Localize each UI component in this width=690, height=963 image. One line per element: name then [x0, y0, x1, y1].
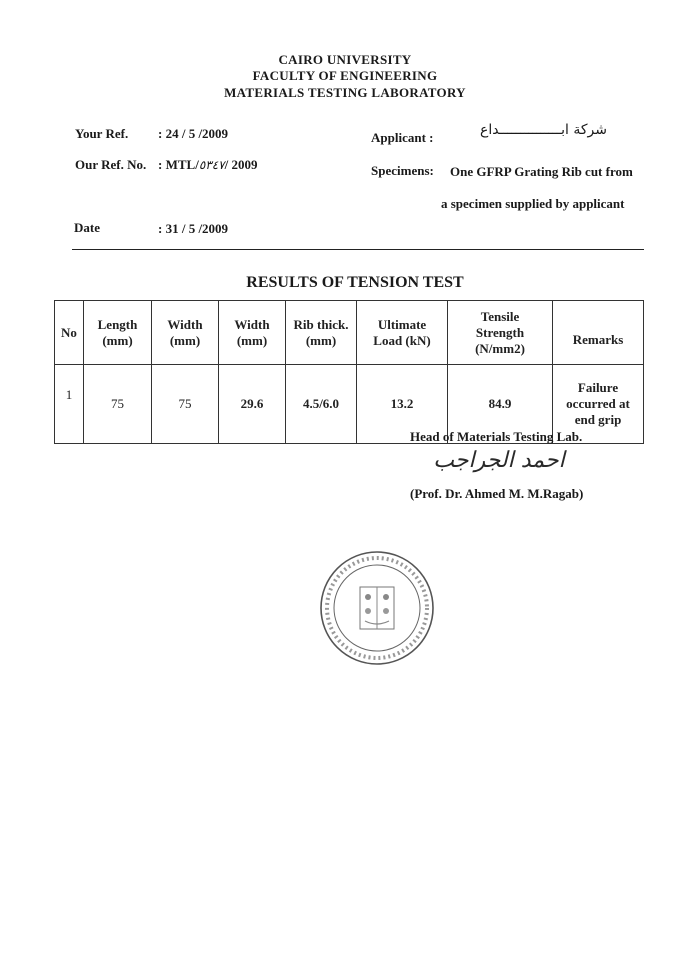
- cell-no: 1: [55, 365, 84, 444]
- col-header-rib: Rib thick. (mm): [286, 301, 357, 365]
- cell-rib: 4.5/6.0: [286, 365, 357, 444]
- date-label: Date: [74, 220, 100, 235]
- date-value: : 31 / 5 /2009: [158, 221, 229, 236]
- col-header-length: Length (mm): [84, 301, 152, 365]
- handwritten-signature: احمد الجراجب: [433, 448, 565, 473]
- cell-remarks: Failure occurred at end grip: [553, 365, 644, 444]
- col-header-strength: Tensile Strength (N/mm2): [448, 301, 553, 365]
- applicant-value: شركة ابـــــــــــــــداع: [480, 122, 607, 138]
- col-header-no: No: [55, 301, 84, 365]
- cell-strength: 84.9: [448, 365, 553, 444]
- applicant-label: Applicant :: [371, 130, 434, 145]
- signature-name: (Prof. Dr. Ahmed M. M.Ragab): [410, 486, 584, 501]
- specimens-line1: One GFRP Grating Rib cut from: [450, 164, 633, 179]
- col-header-load: Ultimate Load (kN): [357, 301, 448, 365]
- signature-title: Head of Materials Testing Lab.: [410, 429, 583, 444]
- our-ref-year: / 2009: [224, 157, 258, 172]
- cell-length: 75: [84, 365, 152, 444]
- divider-line: [72, 249, 644, 250]
- specimens-line2: a specimen supplied by applicant: [441, 196, 625, 211]
- page-title: RESULTS OF TENSION TEST: [246, 274, 464, 291]
- our-ref-prefix: : MTL/: [158, 157, 199, 172]
- results-table: [54, 300, 644, 444]
- our-ref-handwritten: ٥٣٤٧: [198, 158, 225, 172]
- cell-load: 13.2: [357, 365, 448, 444]
- your-ref-value: : 24 / 5 /2009: [158, 126, 229, 141]
- col-header-remarks: Remarks: [553, 301, 644, 365]
- cell-width1: 75: [152, 365, 219, 444]
- col-header-width2: Width (mm): [219, 301, 286, 365]
- header-university: CAIRO UNIVERSITY: [278, 52, 412, 67]
- your-ref-label: Your Ref.: [75, 126, 129, 141]
- header-lab: MATERIALS TESTING LABORATORY: [224, 85, 466, 100]
- our-ref-value: [158, 157, 257, 173]
- our-ref-label: Our Ref. No.: [75, 157, 147, 172]
- official-stamp: [318, 549, 436, 667]
- col-header-width1: Width (mm): [152, 301, 219, 365]
- header-faculty: FACULTY OF ENGINEERING: [252, 68, 438, 83]
- cell-width2: 29.6: [219, 365, 286, 444]
- specimens-label: Specimens:: [371, 163, 434, 178]
- table-header-row: [55, 301, 644, 365]
